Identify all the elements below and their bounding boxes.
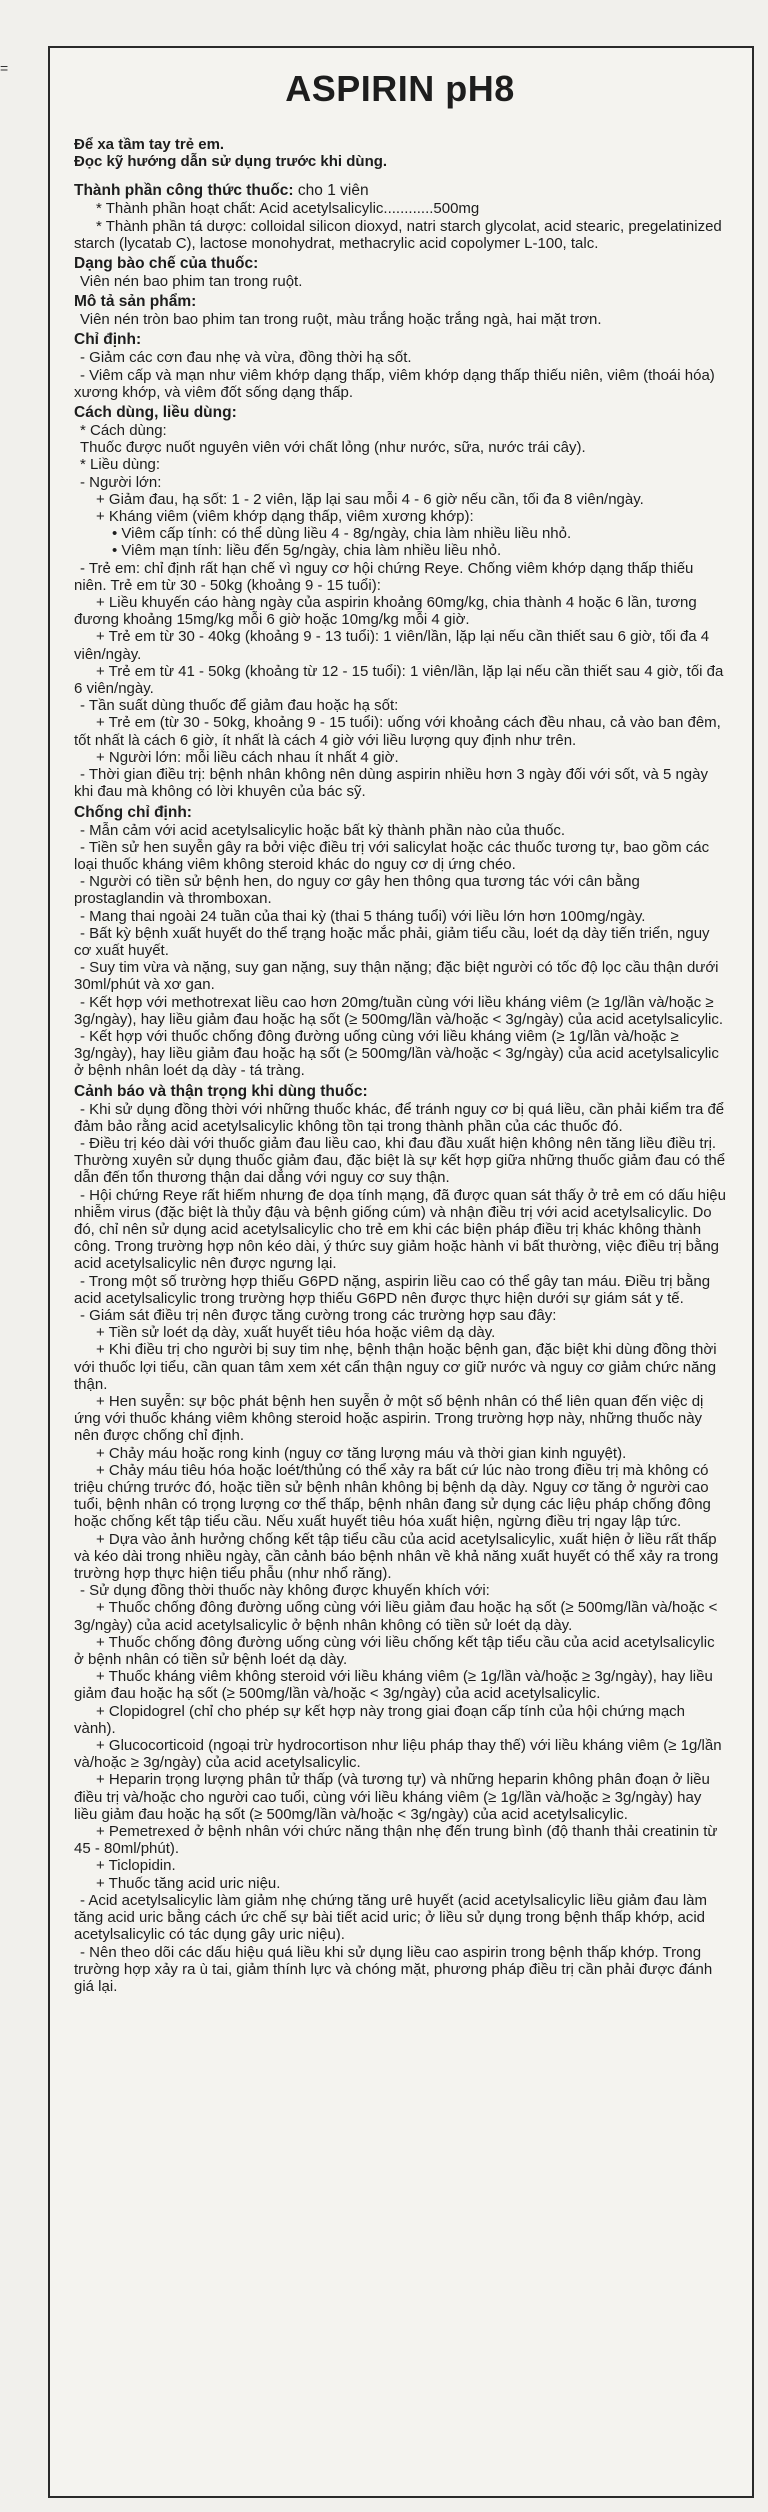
description-text: Viên nén tròn bao phim tan trong ruột, màu trắng hoặc trắng ngà, hai mặt trơn. bbox=[80, 311, 602, 329]
dosage-form-text: Viên nén bao phim tan trong ruột. bbox=[80, 273, 303, 291]
text-line: + Thuốc chống đông đường uống cùng với liều giảm đau hoặc hạ sốt (≥ 500mg/lần và/hoặc < 3g/ngày) của acid acetylsalicylic ở bệnh nhân không có tiền sử loét dạ dày. bbox=[74, 1599, 718, 1634]
text-line: • Viêm cấp tính: có thể dùng liều 4 - 8g/ngày, chia làm nhiều liều nhỏ. bbox=[112, 525, 572, 543]
text-line: + Heparin trọng lượng phân tử thấp (và tương tự) và những heparin không phân đoạn ở liều điều trị và/hoặc cho người cao tuổi, cùng với liều kháng viêm (≥ 1g/lần và/hoặc ≥ 3g/ngày) hay liều giảm đau hoặc hạ sốt (≥ 500mg/lần và/hoặc < 3g/ngày) của acid acetylsalicylic. bbox=[74, 1771, 710, 1823]
text-line: + Pemetrexed ở bệnh nhân với chức năng thận nhẹ đến trung bình (độ thanh thải creatinin từ 45 - 80ml/phút). bbox=[74, 1823, 718, 1858]
indication-item: - Viêm cấp và mạn như viêm khớp dạng thấp, viêm khớp dạng thấp thiếu niên, viêm (thoái hóa) xương khớp, và viêm đốt sống dạng thấp. bbox=[74, 366, 715, 401]
text-line: - Mẫn cảm với acid acetylsalicylic hoặc bất kỳ thành phần nào của thuốc. bbox=[80, 821, 566, 839]
text-line: - Người có tiền sử bệnh hen, do nguy cơ gây hen thông qua tương tác với cân bằng prostaglandin và thromboxan. bbox=[74, 873, 640, 908]
text-line: - Tần suất dùng thuốc để giảm đau hoặc hạ sốt: bbox=[80, 697, 399, 715]
contraindications-list bbox=[74, 822, 726, 1080]
text-line: - Nên theo dõi các dấu hiệu quá liều khi sử dụng liều cao aspirin trong bệnh thấp khớp. Trong trường hợp xảy ra ù tai, giảm thính lực và chóng mặt, phương pháp điều trị cần phải được đánh giá lại. bbox=[74, 1943, 713, 1995]
text-line: * Liều dùng: bbox=[80, 456, 161, 474]
text-line: - Sử dụng đồng thời thuốc này không được khuyến khích với: bbox=[80, 1582, 490, 1600]
text-line: + Giảm đau, hạ sốt: 1 - 2 viên, lặp lại sau mỗi 4 - 6 giờ nếu cần, tối đa 8 viên/ngày. bbox=[96, 490, 644, 508]
text-line: + Trẻ em (từ 30 - 50kg, khoảng 9 - 15 tuổi): uống với khoảng cách đều nhau, cả vào ban đêm, tốt nhất là cách 6 giờ, ít nhất là cách 4 giờ với liều lượng quy định như trên. bbox=[74, 714, 721, 749]
text-line: - Trong một số trường hợp thiếu G6PD nặng, aspirin liều cao có thể gây tan máu. Điều trị bằng acid acetylsalicylic trong trường hợp thiếu G6PD nên được thực hiện dưới sự giám sát y tế. bbox=[74, 1272, 711, 1307]
text-line: + Thuốc tăng acid uric niệu. bbox=[96, 1874, 281, 1892]
text-line: • Viêm mạn tính: liều đến 5g/ngày, chia làm nhiều liều nhỏ. bbox=[112, 542, 502, 560]
text-line: - Acid acetylsalicylic làm giảm nhẹ chứng tăng urê huyết (acid acetylsalicylic liều giảm đau làm tăng acid uric bằng cách ức chế sự bài tiết acid uric; ở liều sử dụng trong bệnh thấp khớp, acid acetylsalicylic có tác dụng gây uric niệu). bbox=[74, 1891, 707, 1944]
text-line: + Khi điều trị cho người bị suy tim nhẹ, bệnh thận hoặc bệnh gan, đặc biệt khi dùng đồng thời với thuốc lợi tiểu, cần quan tâm xem xét cẩn thận nguy cơ giữ nước và nguy cơ giảm chức năng thận. bbox=[74, 1341, 717, 1393]
warning-read: Đọc kỹ hướng dẫn sử dụng trước khi dùng. bbox=[74, 153, 388, 171]
composition-heading-label: Thành phần công thức thuốc: bbox=[74, 182, 294, 200]
text-line: - Suy tim vừa và nặng, suy gan nặng, suy thận nặng; đặc biệt người có tốc độ lọc cầu thận dưới 30ml/phút và xơ gan. bbox=[74, 959, 719, 994]
dosage-form-heading: Dạng bào chế của thuốc: bbox=[74, 255, 259, 273]
text-line: - Bất kỳ bệnh xuất huyết do thể trạng hoặc mắc phải, giảm tiểu cầu, loét dạ dày tiến triển, nguy cơ xuất huyết. bbox=[74, 924, 710, 959]
composition-heading bbox=[74, 182, 726, 200]
text-line: + Chảy máu tiêu hóa hoặc loét/thủng có thể xảy ra bất cứ lúc nào trong điều trị mà không có triệu chứng trước đó, hoặc tiền sử bệnh nhân không bị bệnh dạ dày. Nguy cơ tăng ở người cao tuổi, bệnh nhân có trọng lượng cơ thể thấp, bệnh nhân đang sử dụng các liệu pháp chống đông hoặc chống kết tập tiểu cầu. Nếu xuất huyết tiêu hóa xuất hiện, ngừng điều trị ngay lập tức. bbox=[74, 1461, 711, 1531]
text-line: - Thời gian điều trị: bệnh nhân không nên dùng aspirin nhiều hơn 3 ngày đối với sốt, và 5 ngày khi đau mà không có lời khuyên của bác sỹ. bbox=[74, 766, 708, 801]
text-line: + Dựa vào ảnh hưởng chống kết tập tiểu cầu của acid acetylsalicylic, xuất hiện ở liều rất thấp và kéo dài trong nhiều ngày, cần cảnh báo bệnh nhân về khả năng xuất huyết có thể xảy ra trong trường hợp thực hiện tiểu phẫu (như nhổ răng). bbox=[74, 1530, 719, 1583]
text-line: + Tiền sử loét dạ dày, xuất huyết tiêu hóa hoặc viêm dạ dày. bbox=[96, 1324, 496, 1342]
composition-excipients: * Thành phần tá dược: colloidal silicon dioxyd, natri starch glycolat, acid stearic, pregelatinized starch (lycatab C), lactose monohydrat, methacrylic acid copolymer L-100, talc. bbox=[74, 217, 722, 252]
composition-heading-value: cho 1 viên bbox=[293, 182, 369, 200]
text-line: + Chảy máu hoặc rong kinh (nguy cơ tăng lượng máu và thời gian kinh nguyệt). bbox=[96, 1444, 627, 1462]
text-line: - Kết hợp với thuốc chống đông đường uống cùng với liều kháng viêm (≥ 1g/lần và/hoặc ≥ 3g/ngày), hay liều giảm đau hoặc hạ sốt (≥ 500mg/lần và/hoặc < 3g/ngày) của acid acetylsalicylic ở bệnh nhân loét dạ dày - tá tràng. bbox=[74, 1027, 719, 1080]
text-line: Thuốc được nuốt nguyên viên với chất lỏng (như nước, sữa, nước trái cây). bbox=[80, 439, 586, 457]
text-line: - Hội chứng Reye rất hiếm nhưng đe dọa tính mạng, đã được quan sát thấy ở trẻ em có dấu hiệu nhiễm virus (đặc biệt là thủy đậu và bệnh giống cúm) và nhận điều trị với acid acetylsalicylic. Do đó, chỉ nên sử dụng acid acetylsalicylic cho trẻ em khi các biện pháp điều trị khác không thành công. Trong trường hợp nôn kéo dài, ý thức suy giảm hoặc hành vi bất thường, việc điều trị bằng acid acetylsalicylic nên được ngưng lại. bbox=[74, 1186, 726, 1273]
text-line: - Người lớn: bbox=[80, 473, 162, 491]
text-line: - Giám sát điều trị nên được tăng cường trong các trường hợp sau đây: bbox=[80, 1306, 557, 1324]
description-heading: Mô tả sản phẩm: bbox=[74, 293, 197, 311]
text-line: + Liều khuyến cáo hàng ngày của aspirin khoảng 60mg/kg, chia thành 4 hoặc 6 lần, tương đương khoảng 15mg/kg mỗi 6 giờ hoặc 10mg/kg mỗi 4 giờ. bbox=[74, 594, 697, 629]
page-title: ASPIRIN pH8 bbox=[285, 68, 515, 109]
text-line: + Ticlopidin. bbox=[96, 1857, 176, 1875]
leaflet bbox=[48, 46, 754, 2498]
usage-list bbox=[74, 422, 726, 800]
text-line: - Khi sử dụng đồng thời với những thuốc khác, để tránh nguy cơ bị quá liều, cần phải kiểm tra để đảm bảo rằng acid acetylsalicylic không tồn tại trong thành phần của các thuốc đó. bbox=[74, 1100, 725, 1135]
text-line: - Tiền sử hen suyễn gây ra bởi việc điều trị với salicylat hoặc các thuốc tương tự, bao gồm các loại thuốc kháng viêm không steroid khác do nguy cơ dị ứng chéo. bbox=[74, 838, 710, 873]
precautions-list bbox=[74, 1101, 726, 1996]
text-line: + Glucocorticoid (ngoại trừ hydrocortison như liệu pháp thay thế) với liều kháng viêm (≥ 1g/lần và/hoặc ≥ 3g/ngày) của acid acetylsalicylic. bbox=[74, 1737, 722, 1772]
text-line: - Điều trị kéo dài với thuốc giảm đau liều cao, khi đau đầu xuất hiện không nên tăng liều điều trị. Thường xuyên sử dụng thuốc giảm đau, đặc biệt là sự kết hợp giữa những thuốc giảm đau có thể dẫn đến tổn thương thận dai dẳng với nguy cơ suy thận. bbox=[74, 1134, 726, 1187]
text-line: - Trẻ em: chỉ định rất hạn chế vì nguy cơ hội chứng Reye. Chống viêm khớp dạng thấp thiếu niên. Trẻ em từ 30 - 50kg (khoảng 9 - 15 tuổi): bbox=[74, 559, 694, 594]
indication-item: - Giảm các cơn đau nhẹ và vừa, đồng thời hạ sốt. bbox=[80, 349, 412, 367]
contraindications-heading: Chống chỉ định: bbox=[74, 803, 192, 821]
text-line: - Kết hợp với methotrexat liều cao hơn 20mg/tuần cùng với liều kháng viêm (≥ 1g/lần và/hoặc ≥ 3g/ngày), hay liều giảm đau hoặc hạ sốt (≥ 500mg/lần và/hoặc < 3g/ngày) của acid acetylsalicylic. bbox=[74, 993, 724, 1028]
edge-mark: = bbox=[0, 60, 9, 76]
usage-heading: Cách dùng, liều dùng: bbox=[74, 404, 237, 422]
text-line: + Thuốc chống đông đường uống cùng với liều chống kết tập tiểu cầu của acid acetylsalicylic ở bệnh nhân có tiền sử bệnh loét dạ dày. bbox=[74, 1633, 715, 1669]
precautions-heading: Cảnh báo và thận trọng khi dùng thuốc: bbox=[74, 1082, 368, 1100]
warning-children: Để xa tầm tay trẻ em. bbox=[74, 136, 225, 153]
text-line: + Hen suyễn: sự bộc phát bệnh hen suyễn ở một số bệnh nhân có thể liên quan đến việc dị ứng với thuốc kháng viêm không steroid hoặc aspirin. Trong trường hợp này, những thuốc này nên được chống chỉ định. bbox=[74, 1393, 704, 1445]
composition-active: * Thành phần hoạt chất: Acid acetylsalicylic............500mg bbox=[96, 200, 480, 218]
indications-heading: Chỉ định: bbox=[74, 331, 142, 349]
text-line: + Thuốc kháng viêm không steroid với liều kháng viêm (≥ 1g/lần và/hoặc ≥ 3g/ngày), hay liều giảm đau hoặc hạ sốt (≥ 500mg/lần và/hoặc < 3g/ngày) của acid acetylsalicylic. bbox=[74, 1668, 713, 1703]
text-line: + Clopidogrel (chỉ cho phép sự kết hợp này trong giai đoạn cấp tính của hội chứng mạch vành). bbox=[74, 1702, 686, 1737]
text-line: + Kháng viêm (viêm khớp dạng thấp, viêm xương khớp): bbox=[96, 508, 474, 526]
text-line: + Trẻ em từ 30 - 40kg (khoảng 9 - 13 tuổi): 1 viên/lần, lặp lại nếu cần thiết sau 6 giờ, tối đa 4 viên/ngày. bbox=[74, 628, 710, 663]
text-line: + Người lớn: mỗi liều cách nhau ít nhất 4 giờ. bbox=[96, 748, 399, 766]
text-line: + Trẻ em từ 41 - 50kg (khoảng từ 12 - 15 tuổi): 1 viên/lần, lặp lại nếu cần thiết sau 4 giờ, tối đa 6 viên/ngày. bbox=[74, 662, 724, 698]
text-line: - Mang thai ngoài 24 tuần của thai kỳ (thai 5 tháng tuổi) với liều lớn hơn 100mg/ngày. bbox=[80, 907, 646, 925]
text-line: * Cách dùng: bbox=[80, 422, 167, 440]
